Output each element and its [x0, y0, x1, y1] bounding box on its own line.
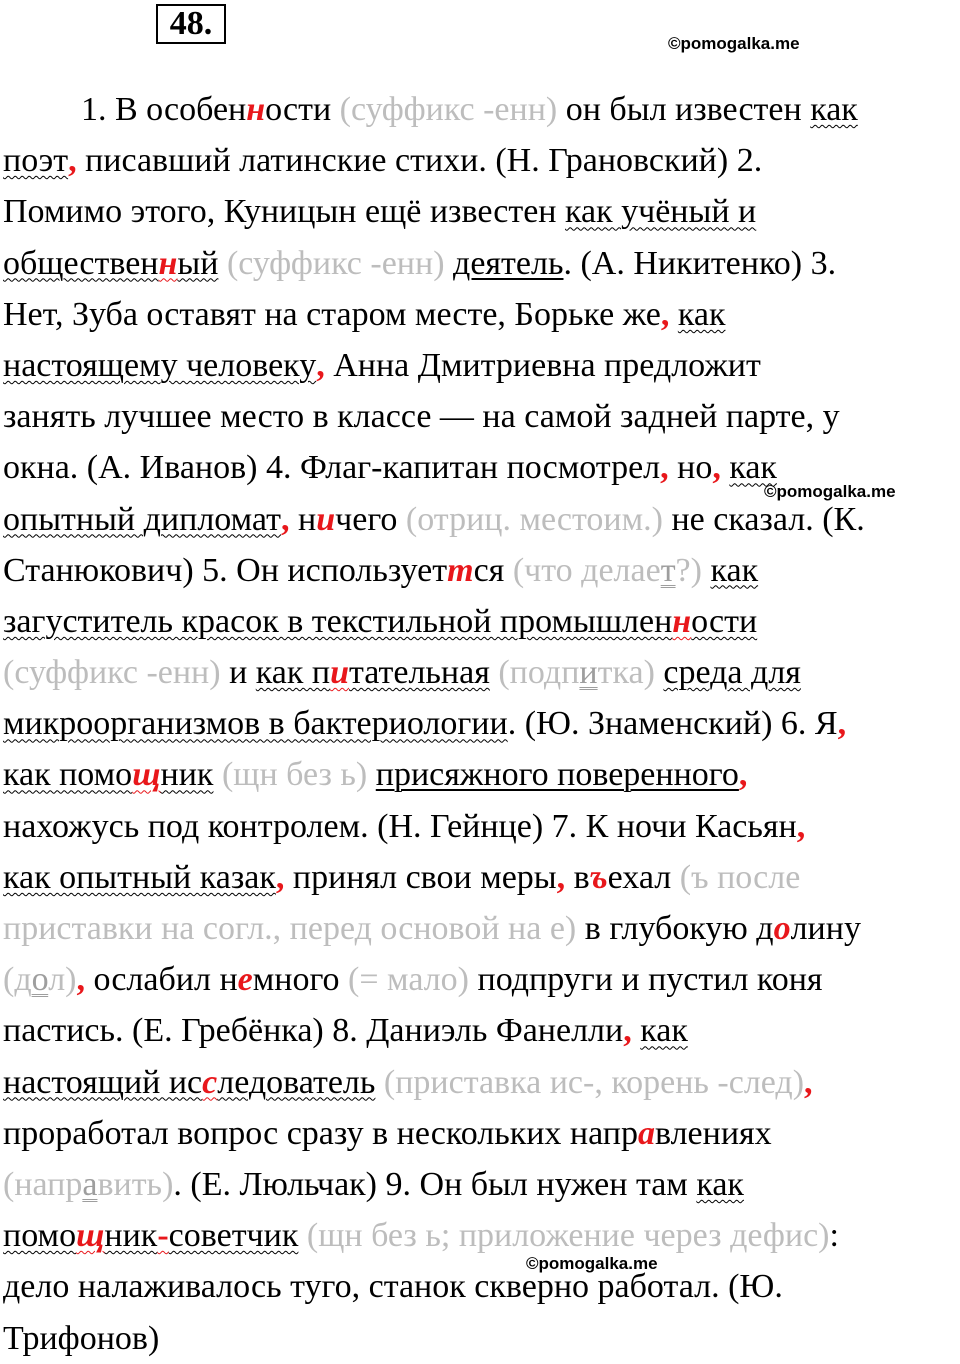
text-fragment: ехал	[607, 858, 680, 896]
spelling-highlight: и	[316, 500, 336, 538]
punctuation-mark: ,	[712, 449, 721, 487]
punctuation-mark: ,	[660, 449, 669, 487]
grammar-note-letter: о	[31, 961, 49, 999]
text-fragment: лину	[790, 910, 861, 947]
grammar-note: (д	[3, 961, 32, 999]
punctuation-mark: ,	[796, 807, 806, 845]
punctuation-mark: ,	[623, 1012, 632, 1050]
circumstance-underline: ледователь	[217, 1063, 376, 1101]
spelling-highlight: и	[330, 654, 350, 692]
text-line	[3, 903, 960, 954]
grammar-note: (суффикс -енн)	[3, 654, 221, 692]
punctuation-mark: ,	[275, 858, 285, 896]
circumstance-underline: как	[640, 1012, 688, 1050]
text-line	[3, 442, 960, 493]
grammar-note-letter: и	[579, 654, 598, 692]
watermark-top: ©pomogalka.me	[668, 34, 800, 53]
text-line	[3, 647, 960, 698]
text-fragment: Нет, Зуба оставят на старом месте, Борьке же	[3, 295, 661, 333]
text-fragment: Трифонов)	[3, 1319, 160, 1357]
grammar-note-letter: а	[82, 1165, 98, 1203]
text-line	[3, 1261, 960, 1312]
circumstance-underline: как учёный и	[565, 193, 757, 231]
grammar-note: (отриц. местоим.)	[405, 500, 663, 538]
text-fragment: Станюкович) 5. Он использует	[3, 551, 448, 589]
circumstance-underline: ник	[104, 1217, 158, 1255]
text-fragment: но	[668, 449, 713, 487]
watermark-middle: ©pomogalka.me	[764, 482, 896, 501]
text-fragment: влениях	[654, 1114, 772, 1152]
text-line	[3, 749, 960, 800]
grammar-note: (приставка ис-, корень -след)	[375, 1063, 805, 1101]
circumstance-underline: как	[696, 1165, 744, 1203]
text-line	[3, 545, 960, 596]
circumstance-underline: ник	[160, 756, 214, 794]
spelling-highlight: о	[773, 910, 791, 947]
circumstance-underline: ости	[691, 602, 758, 640]
text-line	[3, 1159, 960, 1210]
grammar-note: приставки на согл., перед основой на е)	[3, 910, 577, 947]
grammar-note: (напр	[3, 1165, 83, 1203]
spelling-highlight: н	[246, 91, 266, 128]
spelling-highlight: т	[447, 551, 474, 589]
punctuation-mark: ,	[837, 705, 847, 743]
text-line	[3, 494, 960, 545]
text-line	[3, 1057, 960, 1108]
circumstance-underline: среда для	[663, 654, 801, 692]
circumstance-underline: как помо	[3, 756, 133, 794]
text-fragment: . (Ю. Знаменский) 6. Я	[507, 705, 838, 743]
text-fragment: не сказал. (К.	[662, 500, 865, 538]
punctuation-mark: ,	[316, 346, 325, 384]
circumstance-underline: как	[810, 91, 858, 128]
grammar-note: (щн без ь; приложение через дефис)	[298, 1217, 830, 1255]
text-line	[3, 1313, 960, 1364]
text-line	[3, 852, 960, 903]
text-fragment: чего	[335, 500, 406, 538]
text-line	[3, 238, 960, 289]
grammar-note: (ъ после	[679, 858, 801, 896]
text-line	[3, 289, 960, 340]
punctuation-mark: ,	[281, 500, 290, 538]
spelling-highlight: щ	[132, 756, 161, 794]
punctuation-mark: -	[157, 1217, 169, 1255]
subject-underline: деятель	[453, 244, 564, 282]
text-line	[3, 84, 960, 135]
punctuation-mark: ,	[660, 295, 670, 333]
circumstance-underline: поэт	[3, 142, 69, 180]
grammar-note: (подп	[489, 654, 580, 692]
punctuation-mark: ,	[556, 858, 566, 896]
text-fragment: . (Е. Люльчак) 9. Он был нужен там	[173, 1165, 697, 1203]
punctuation-mark: ,	[804, 1063, 813, 1101]
text-line	[3, 1108, 960, 1159]
text-fragment: подпруги и пустил коня	[469, 961, 823, 999]
text-line	[3, 1005, 960, 1056]
circumstance-underline: помо	[3, 1217, 77, 1255]
spelling-highlight: н	[158, 244, 178, 282]
grammar-note: (что делае	[512, 551, 661, 589]
text-fragment	[632, 1012, 641, 1049]
circumstance-underline: как п	[255, 654, 331, 692]
text-fragment	[669, 296, 678, 333]
circumstance-underline: как опытный казак	[3, 858, 276, 896]
text-fragment: нахожусь под контролем. (Н. Гейнце) 7. К ночи Касьян	[3, 807, 797, 845]
grammar-note: л)	[48, 961, 77, 999]
circumstance-underline: опытный дипломат	[3, 500, 281, 538]
text-line	[3, 801, 960, 852]
grammar-note: (суффикс -енн)	[218, 244, 454, 282]
circumstance-underline: настоящий ис	[3, 1063, 203, 1101]
text-line	[3, 135, 960, 186]
text-line	[3, 391, 960, 442]
text-fragment: писавший латинские стихи. (Н. Грановский) 2.	[76, 142, 763, 180]
text-fragment: дело налаживалось туго, станок скверно работал. (Ю.	[3, 1268, 783, 1306]
circumstance-underline: тательная	[349, 654, 490, 692]
text-fragment: много	[252, 961, 349, 999]
text-fragment: ости	[265, 91, 340, 128]
text-line	[3, 698, 960, 749]
exercise-text	[3, 84, 960, 1364]
definition-underline: присяжного поверенного	[375, 756, 739, 794]
text-fragment: в	[565, 858, 590, 896]
grammar-note: тка)	[597, 654, 664, 692]
circumstance-underline: как	[729, 449, 777, 487]
text-fragment: Помимо этого, Куницын ещё известен	[3, 193, 565, 231]
circumstance-underline: как	[710, 551, 759, 589]
text-fragment: занять лучшее место в классе — на самой задней парте, у	[3, 398, 840, 436]
circumstance-underline: обществен	[3, 244, 159, 282]
grammar-note: ?)	[675, 551, 702, 589]
spelling-highlight: е	[237, 961, 253, 999]
text-line	[3, 596, 960, 647]
text-fragment: проработал вопрос сразу в нескольких напр	[3, 1114, 638, 1152]
circumstance-underline: ый	[177, 244, 219, 282]
text-line	[3, 954, 960, 1005]
text-fragment: н	[289, 500, 317, 538]
text-fragment: Анна Дмитриевна предложит	[324, 346, 761, 384]
spelling-highlight: с	[202, 1063, 218, 1101]
grammar-note: вить)	[97, 1165, 174, 1203]
spelling-highlight: ъ	[589, 858, 608, 896]
punctuation-mark: ,	[76, 961, 85, 999]
circumstance-underline: советчик	[168, 1217, 299, 1255]
grammar-note-letter: т	[660, 551, 676, 589]
text-fragment: пастись. (Е. Гребёнка) 8. Даниэль Фанелли	[3, 1012, 624, 1050]
text-fragment: ослабил н	[84, 961, 238, 999]
circumstance-underline: настоящему человеку	[3, 346, 317, 384]
watermark-bottom: ©pomogalka.me	[526, 1254, 658, 1273]
grammar-note: (суффикс -енн)	[339, 91, 558, 128]
punctuation-mark: ,	[68, 142, 77, 180]
text-line	[3, 186, 960, 237]
grammar-note: (щн без ь)	[213, 756, 376, 794]
text-line	[3, 340, 960, 391]
text-fragment: ся	[473, 551, 513, 589]
text-fragment: 1. В особен	[81, 91, 247, 128]
text-fragment: . (А. Никитенко) 3.	[563, 244, 837, 282]
text-fragment: окна. (А. Иванов) 4. Флаг-капитан посмотрел	[3, 449, 661, 487]
punctuation-mark: ,	[738, 756, 748, 794]
text-fragment: :	[829, 1217, 839, 1255]
text-fragment: и	[220, 654, 256, 692]
text-fragment: в глубокую д	[576, 910, 774, 947]
spelling-highlight: а	[637, 1114, 655, 1152]
exercise-number: 48.	[156, 4, 226, 44]
circumstance-underline: загуститель красок в текстильной промышлен	[3, 602, 673, 640]
grammar-note: (= мало)	[348, 961, 470, 999]
spelling-highlight: н	[672, 602, 692, 640]
spelling-highlight: щ	[76, 1217, 105, 1255]
text-fragment: принял свои меры	[284, 858, 557, 896]
circumstance-underline: как	[677, 295, 726, 333]
text-line	[3, 1210, 960, 1261]
text-fragment: он был известен	[557, 91, 811, 128]
circumstance-underline: микроорганизмов в бактериологии	[3, 705, 508, 743]
